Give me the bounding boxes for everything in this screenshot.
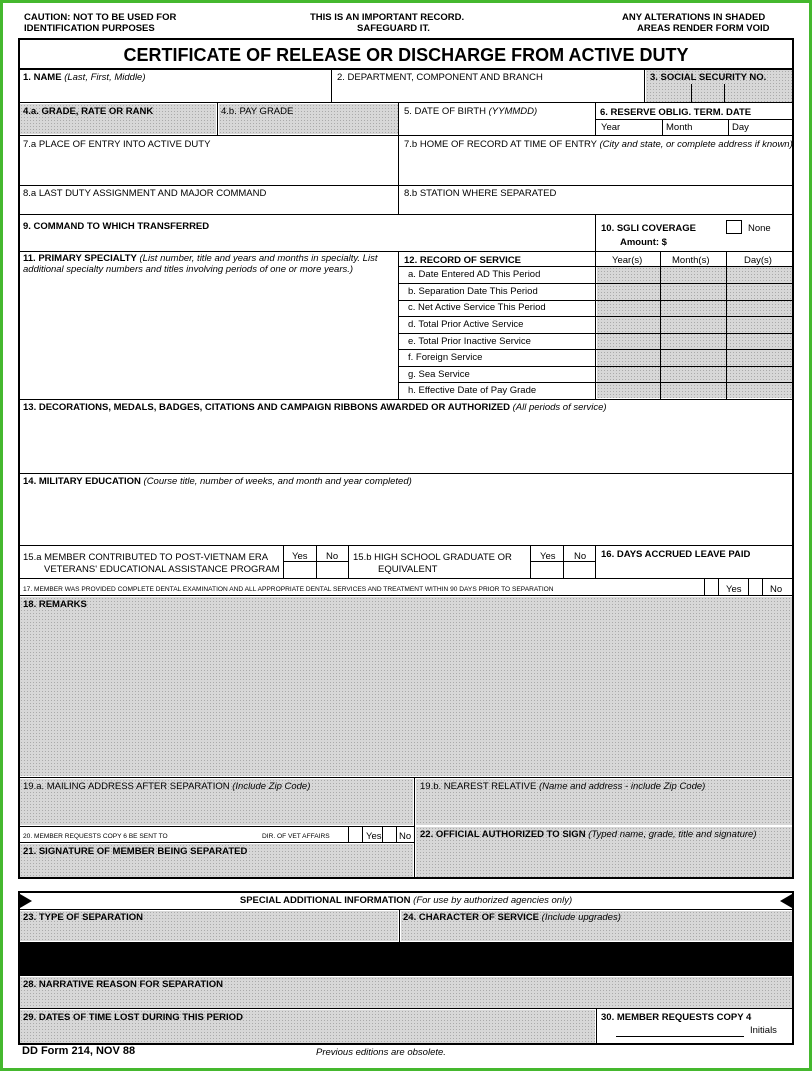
field-19b-relative-label: 19.b. NEAREST RELATIVE (Name and address - include Zip Code) [420, 781, 706, 792]
field-4a-grade-label: 4.a. GRADE, RATE OR RANK [23, 106, 154, 117]
field-30-copy4-label: 30. MEMBER REQUESTS COPY 4 [601, 1012, 752, 1023]
field-15a-no-box[interactable] [319, 563, 346, 576]
field-7a-label: 7.a PLACE OF ENTRY INTO ACTIVE DUTY [23, 139, 211, 150]
field-29-time-lost-label: 29. DATES OF TIME LOST DURING THIS PERIOD [23, 1012, 243, 1023]
special-info-title: SPECIAL ADDITIONAL INFORMATION (For use by authorized agencies only) [239, 895, 573, 906]
special-info-header [20, 893, 792, 909]
field-8b-label: 8.b STATION WHERE SEPARATED [404, 188, 557, 199]
record-days-header: Day(s) [744, 255, 772, 266]
field-15a-line2: VETERANS' EDUCATIONAL ASSISTANCE PROGRAM [44, 564, 280, 575]
department-input[interactable] [336, 86, 640, 100]
sgli-amount-label: Amount: $ [620, 237, 667, 248]
record-row-c: c. Net Active Service This Period [408, 302, 546, 313]
field-15b-yes-box[interactable] [533, 563, 560, 576]
alterations-line2: AREAS RENDER FORM VOID [637, 23, 770, 34]
alterations-line1: ANY ALTERATIONS IN SHADED [622, 12, 766, 23]
record-months-header: Month(s) [672, 255, 710, 266]
field-9-command-label: 9. COMMAND TO WHICH TRANSFERRED [23, 221, 210, 232]
sgli-none-label: None [748, 223, 771, 234]
field-20-copy6-label: 20. MEMBER REQUESTS COPY 6 BE SENT TO [23, 833, 168, 840]
field-23-type-label: 23. TYPE OF SEPARATION [23, 912, 144, 923]
field-15a-yes-box[interactable] [286, 563, 313, 576]
important-line2: SAFEGUARD IT. [357, 23, 430, 34]
field-28-narrative-label: 28. NARRATIVE REASON FOR SEPARATION [23, 979, 224, 990]
record-years-header: Year(s) [612, 255, 643, 266]
field-20-no-label: No [399, 831, 412, 842]
important-line1: THIS IS AN IMPORTANT RECORD. [310, 12, 465, 23]
record-row-g: g. Sea Service [408, 369, 470, 380]
record-row-b: b. Separation Date This Period [408, 286, 538, 297]
caution-line2: IDENTIFICATION PURPOSES [24, 23, 155, 34]
field-20-yes-box[interactable] [349, 828, 361, 841]
field-20-no-box[interactable] [383, 828, 395, 841]
field-15b-line2: EQUIVALENT [378, 564, 438, 575]
field-19a-mailing-label: 19.a. MAILING ADDRESS AFTER SEPARATION (Include Zip Code) [23, 781, 311, 792]
obsolete-note: Previous editions are obsolete. [316, 1047, 446, 1058]
field-20-yes-label: Yes [366, 831, 382, 842]
field-16-leave-label: 16. DAYS ACCRUED LEAVE PAID [601, 549, 751, 560]
field-14-education-label: 14. MILITARY EDUCATION (Course title, number of weeks, and month and year completed) [23, 476, 412, 487]
sgli-none-checkbox[interactable] [726, 220, 742, 234]
field-7b-label: 7.b HOME OF RECORD AT TIME OF ENTRY (City and state, or complete address if known) [404, 139, 793, 150]
field-13-decorations-label: 13. DECORATIONS, MEDALS, BADGES, CITATIONS AND CAMPAIGN RIBBONS AWARDED OR AUTHORIZED (All periods of service) [23, 402, 607, 413]
field-15a-line1: 15.a MEMBER CONTRIBUTED TO POST-VIETNAM ERA [23, 552, 269, 563]
field-30-initials-label: Initials [750, 1025, 777, 1036]
field-1-name-label: 1. NAME (Last, First, Middle) [23, 72, 146, 83]
field-15a-no-label: No [326, 551, 339, 562]
caution-line1: CAUTION: NOT TO BE USED FOR [24, 12, 177, 23]
field-6-day-label: Day [732, 122, 749, 133]
field-15a-yes-label: Yes [292, 551, 308, 562]
field-17-yes-label: Yes [726, 584, 742, 595]
field-15b-no-box[interactable] [566, 563, 593, 576]
field-22-official-label: 22. OFFICIAL AUTHORIZED TO SIGN (Typed name, grade, title and signature) [420, 829, 757, 840]
form-id: DD Form 214, NOV 88 [22, 1045, 136, 1057]
field-24-character-label: 24. CHARACTER OF SERVICE (Include upgrades) [403, 912, 621, 923]
field-17-dental-label: 17. MEMBER WAS PROVIDED COMPLETE DENTAL EXAMINATION AND ALL APPROPRIATE DENTAL SERVICES AND TREATMENT WITHIN 90 DAYS PRIOR TO SEPARATION [23, 586, 554, 593]
field-21-signature-label: 21. SIGNATURE OF MEMBER BEING SEPARATED [23, 846, 248, 857]
record-row-e: e. Total Prior Inactive Service [408, 336, 531, 347]
field-15b-no-label: No [574, 551, 587, 562]
field-5-dob-label: 5. DATE OF BIRTH (YYMMDD) [404, 106, 538, 117]
record-row-a: a. Date Entered AD This Period [408, 269, 541, 280]
name-input[interactable] [22, 86, 326, 100]
field-11-specialty-label: 11. PRIMARY SPECIALTY (List number, title and years and months in specialty. List additional specialty numbers and titles involving periods of one or more years.) [23, 253, 378, 275]
field-2-department-label: 2. DEPARTMENT, COMPONENT AND BRANCH [337, 72, 543, 83]
field-8a-label: 8.a LAST DUTY ASSIGNMENT AND MAJOR COMMAND [23, 188, 267, 199]
field-18-remarks-label: 18. REMARKS [23, 599, 87, 610]
field-15b-line1: 15.b HIGH SCHOOL GRADUATE OR [353, 552, 512, 563]
field-15b-yes-label: Yes [540, 551, 556, 562]
field-10-sgli-label: 10. SGLI COVERAGE [601, 223, 697, 234]
field-20-vet-affairs-label: DIR. OF VET AFFAIRS [262, 833, 330, 840]
field-6-year-label: Year [601, 122, 621, 133]
field-6-reserve-label: 6. RESERVE OBLIG. TERM. DATE [600, 107, 752, 118]
field-17-no-label: No [770, 584, 783, 595]
form-title: CERTIFICATE OF RELEASE OR DISCHARGE FROM ACTIVE DUTY [123, 45, 689, 65]
field-12-record-label: 12. RECORD OF SERVICE [404, 255, 522, 266]
field-4b-paygrade-label: 4.b. PAY GRADE [221, 106, 294, 117]
record-row-h: h. Effective Date of Pay Grade [408, 385, 537, 396]
remarks-shaded-area[interactable] [20, 597, 792, 776]
record-row-f: f. Foreign Service [408, 352, 483, 363]
field-6-month-label: Month [666, 122, 693, 133]
blacked-out-section [20, 942, 792, 976]
record-row-d: d. Total Prior Active Service [408, 319, 524, 330]
field-3-ssn-label: 3. SOCIAL SECURITY NO. [650, 72, 767, 83]
field-17-no-box[interactable] [749, 580, 761, 593]
field-17-yes-box[interactable] [705, 580, 717, 593]
